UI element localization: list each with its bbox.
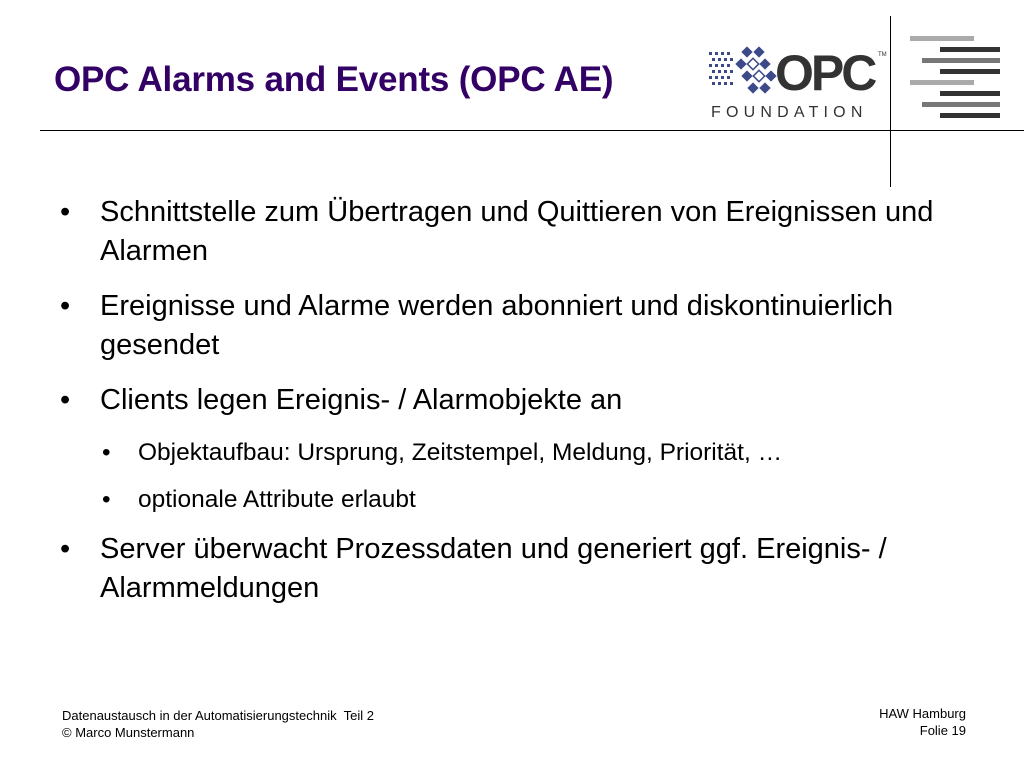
sub-bullet-marker: • — [102, 439, 111, 466]
footer-course-info — [62, 707, 374, 741]
footer-slide-info — [879, 705, 966, 739]
logo-brand-text: OPC — [775, 45, 875, 101]
bullet-marker: • — [60, 533, 71, 565]
footer-institution: HAW Hamburg — [879, 706, 966, 721]
bullet-text: Ereignisse und Alarme werden abonniert und diskontinuierlich gesendet — [100, 290, 894, 361]
slide-title: OPC Alarms and Events (OPC AE) — [54, 60, 614, 99]
bullet-list — [58, 193, 958, 624]
bullet-marker: • — [60, 196, 71, 228]
bullet-text: Clients legen Ereignis- / Alarmobjekte an — [100, 384, 623, 416]
horizontal-divider — [40, 130, 1024, 131]
bullet-item — [58, 530, 958, 608]
opc-foundation-logo — [707, 42, 887, 126]
logo-trademark: TM — [878, 52, 887, 58]
bullet-item — [58, 381, 958, 420]
footer-copyright: © Marco Munstermann — [62, 725, 195, 740]
vertical-divider — [890, 16, 891, 187]
bullet-text: Server überwacht Prozessdaten und generiert ggf. Ereignis- / Alarmmeldungen — [100, 533, 887, 604]
sub-bullet-marker: • — [102, 486, 111, 513]
sub-bullet-item — [58, 436, 958, 469]
bullet-marker: • — [60, 290, 71, 322]
logo-diamond-pattern — [735, 46, 776, 93]
footer-slide-number: Folie 19 — [919, 723, 966, 738]
logo-foundation-text: FOUNDATION — [711, 104, 868, 121]
footer-course-title: Datenaustausch in der Automatisierungstechnik Teil 2 — [62, 708, 374, 723]
bullet-text: Schnittstelle zum Übertragen und Quittieren von Ereignissen und Alarmen — [100, 196, 934, 267]
sub-bullet-text: optionale Attribute erlaubt — [138, 486, 416, 513]
bullet-marker: • — [60, 384, 71, 416]
logo-dot-pattern — [709, 52, 733, 85]
bullet-item — [58, 287, 958, 365]
sub-bullet-item — [58, 483, 958, 516]
stripes-decoration — [904, 34, 1000, 124]
sub-bullet-text: Objektaufbau: Ursprung, Zeitstempel, Meldung, Priorität, … — [138, 439, 783, 466]
bullet-item — [58, 193, 958, 271]
